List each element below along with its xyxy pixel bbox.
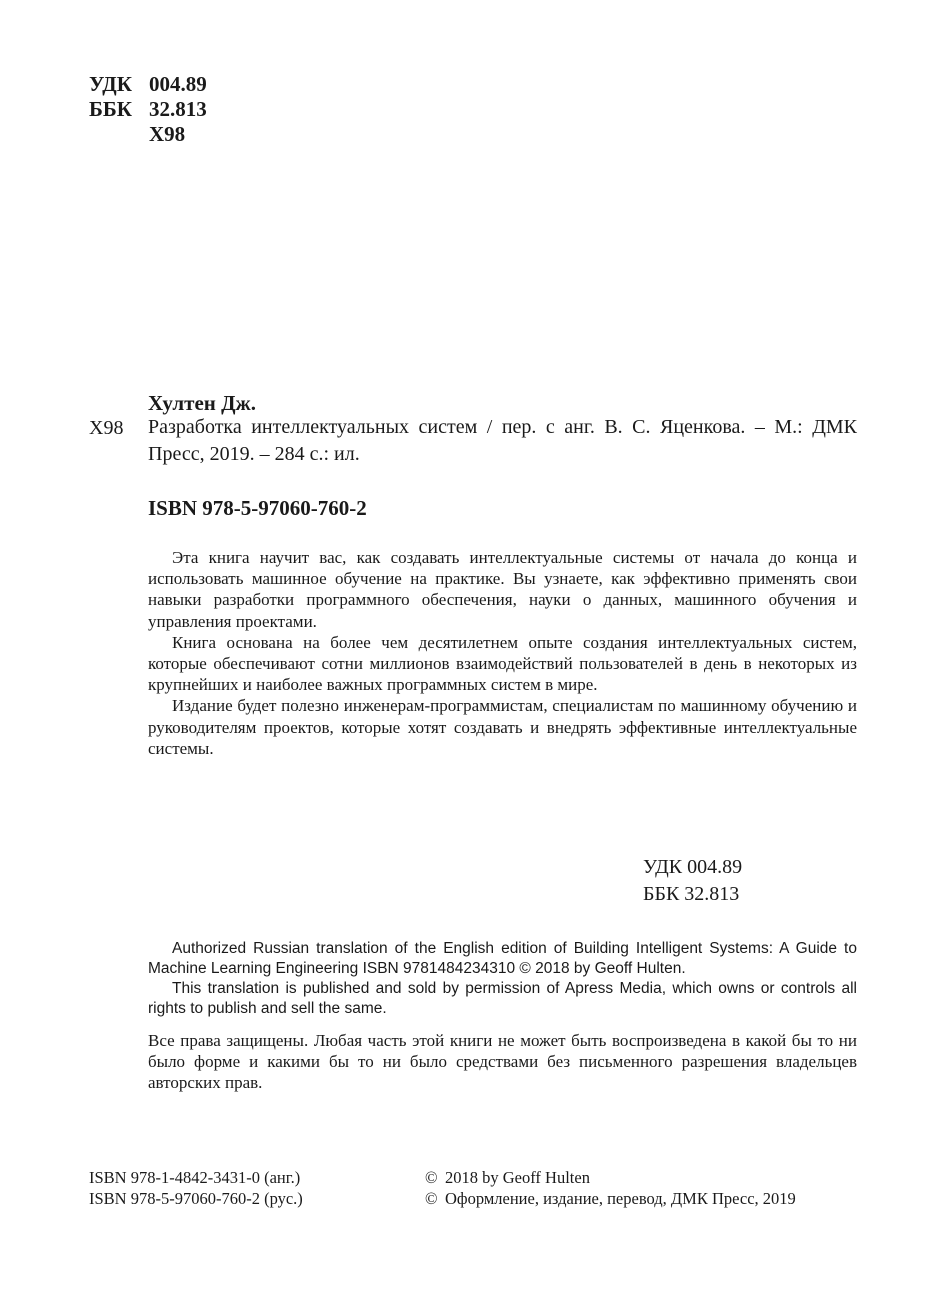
copyright-text: Оформление, издание, перевод, ДМК Пресс, 2019 <box>445 1189 796 1208</box>
udk-row <box>89 72 207 97</box>
copyright-list <box>425 1167 796 1209</box>
bbk-row <box>89 97 207 122</box>
isbn-russian: ISBN 978-5-97060-760-2 (рус.) <box>89 1189 303 1208</box>
annotation-paragraph: Эта книга научит вас, как создавать интеллектуальные системы от начала до конца и использовать машинное обучение на практике. Вы узнаете, как эффективно применять свои навыки разработки программного обеспечения, науки о данных, машинного обучения и управления проектами. <box>148 548 857 631</box>
udk-label: УДК <box>89 72 132 96</box>
udk-value: 004.89 <box>149 72 207 96</box>
udk-line: УДК 004.89 <box>643 856 743 878</box>
copyright-line <box>425 1188 796 1209</box>
classification-block <box>89 72 207 147</box>
record-isbn: ISBN 978-5-97060-760-2 <box>148 496 367 520</box>
annotation <box>148 547 857 759</box>
annotation-paragraph: Издание будет полезно инженерам-программистам, специалистам по машинному обучению и руководителям проектов, которые хотят создавать и внедрять эффективные интеллектуальные системы. <box>148 696 857 758</box>
annotation-paragraph: Книга основана на более чем десятилетнем опыте создания интеллектуальных систем, которые обеспечивают сотни миллионов взаимодействий пользователей в день в некоторых из крупнейших и наиболее важных программных систем в мире. <box>148 632 857 695</box>
bbk-line: ББК 32.813 <box>643 883 740 905</box>
author-mark: Х98 <box>149 122 186 146</box>
copyright-text: 2018 by Geoff Hulten <box>445 1168 590 1187</box>
classification-repeat <box>643 854 742 908</box>
copyright-line <box>425 1167 796 1188</box>
copyright-symbol: © <box>425 1189 438 1208</box>
record-description: Разработка интеллектуальных систем / пер. с анг. В. С. Яценкова. – М.: ДМК Пресс, 2019. – 284 с.: ил. <box>148 416 857 465</box>
copyright-symbol: © <box>425 1168 438 1187</box>
bbk-value: 32.813 <box>149 97 207 121</box>
record-author: Хултен Дж. <box>148 391 257 415</box>
record-code: Х98 <box>89 417 124 439</box>
isbn-list <box>89 1167 303 1209</box>
bbk-label: ББК <box>89 97 132 121</box>
author-mark-row <box>89 122 207 147</box>
isbn-english: ISBN 978-1-4842-3431-0 (анг.) <box>89 1168 301 1187</box>
translation-notice <box>148 939 857 1019</box>
notice-paragraph: This translation is published and sold by permission of Apress Media, which owns or controls all rights to publish and sell the same. <box>148 980 857 1017</box>
rights-statement: Все права защищены. Любая часть этой книги не может быть воспроизведена в какой бы то ни было форме и какими бы то ни было средствами без письменного разрешения владельцев авторских прав. <box>148 1031 857 1092</box>
notice-paragraph: Authorized Russian translation of the English edition of Building Intelligent Systems: A Guide to Machine Learning Engineering ISBN 9781484234310 © 2018 by Geoff Hulten. <box>148 940 857 977</box>
